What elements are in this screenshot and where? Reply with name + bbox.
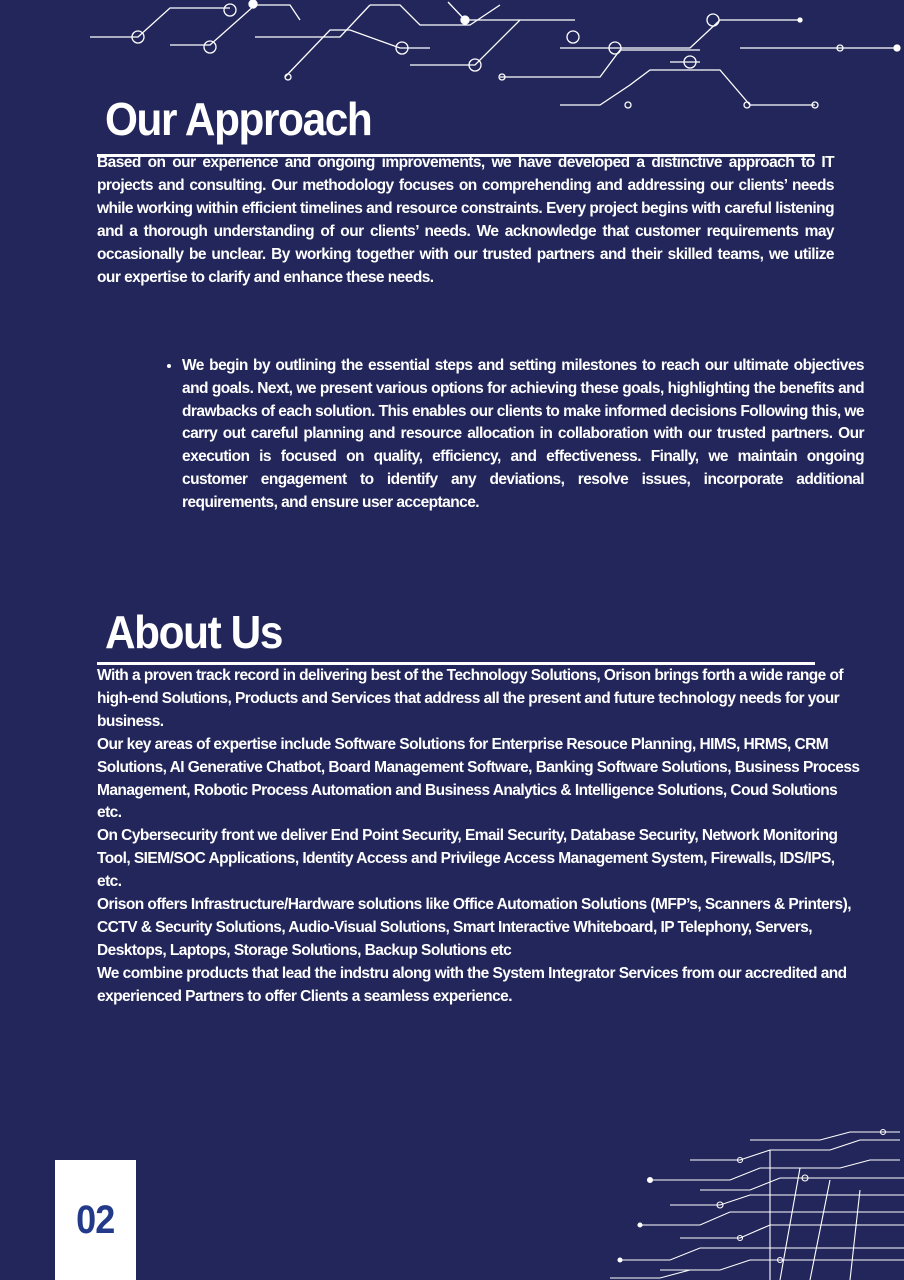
about-us-heading: About Us [105,606,283,658]
circuit-decoration-bottom [600,1120,904,1280]
about-paragraph: We combine products that lead the indstru along with the System Integrator Services from our accredited and experienced Partners to offer Clients a seamless experience. [97,964,847,1005]
approach-bullet-item: • We begin by outlining the essential steps and setting milestones to reach our ultimate objectives and goals. Next, we present various options for achieving these goals, highlighting the benefits and drawbacks of each solution. This enables our clients to make informed decisions Following this, we carry out careful planning and resource allocation in collaboration with our trusted partners. Our execution is focused on quality, efficiency, and effectiveness. Finally, we maintain ongoing customer engagement to identify any deviations, resolve issues, incorporate additional requirements, and ensure user acceptance. [182,355,864,515]
page-number: 02 [76,1197,115,1242]
about-paragraph: With a proven track record in delivering best of the Technology Solutions, Orison brings forth a wide range of high-end Solutions, Products and Services that address all the present and future technology needs for your business. [97,667,844,730]
page-number-box [55,1160,136,1280]
about-paragraph: On Cybersecurity front we deliver End Point Security, Email Security, Database Security, Network Monitoring Tool, SIEM/SOC Applications, Identity Access and Privilege Access Management System, Firewalls, IDS/IPS, etc. [97,827,838,891]
approach-bullets [150,355,864,515]
approach-intro: Based on our experience and ongoing improvements, we have developed a distinctive approach to IT projects and consulting. Our methodology focuses on comprehending and addressing our clients’ needs while working within efficient timelines and resource constraints. Every project begins with careful listening and a thorough understanding of our clients’ needs. We acknowledge that customer requirements may occasionally be unclear. By working together with our trusted partners and their skilled teams, we utilize our expertise to clarify and enhance these needs. [97,154,834,286]
about-paragraph: Our key areas of expertise include Software Solutions for Enterprise Resouce Planning, HIMS, HRMS, CRM Solutions, AI Generative Chatbot, Board Management Software, Banking Software Solutions, Business Process Management, Robotic Process Automation and Business Analytics & Intelligence Solutions, Coud Solutions etc. [97,735,860,822]
about-paragraph: Orison offers Infrastructure/Hardware solutions like Office Automation Solutions (MFP’s, Scanners & Printers), CCTV & Security Solutions, Audio-Visual Solutions, Smart Interactive Whiteboard, IP Telephony, Servers, Desktops, Laptops, Storage Solutions, Backup Solutions etc [97,896,851,959]
about-us-body [97,665,862,1009]
our-approach-heading: Our Approach [105,93,372,145]
